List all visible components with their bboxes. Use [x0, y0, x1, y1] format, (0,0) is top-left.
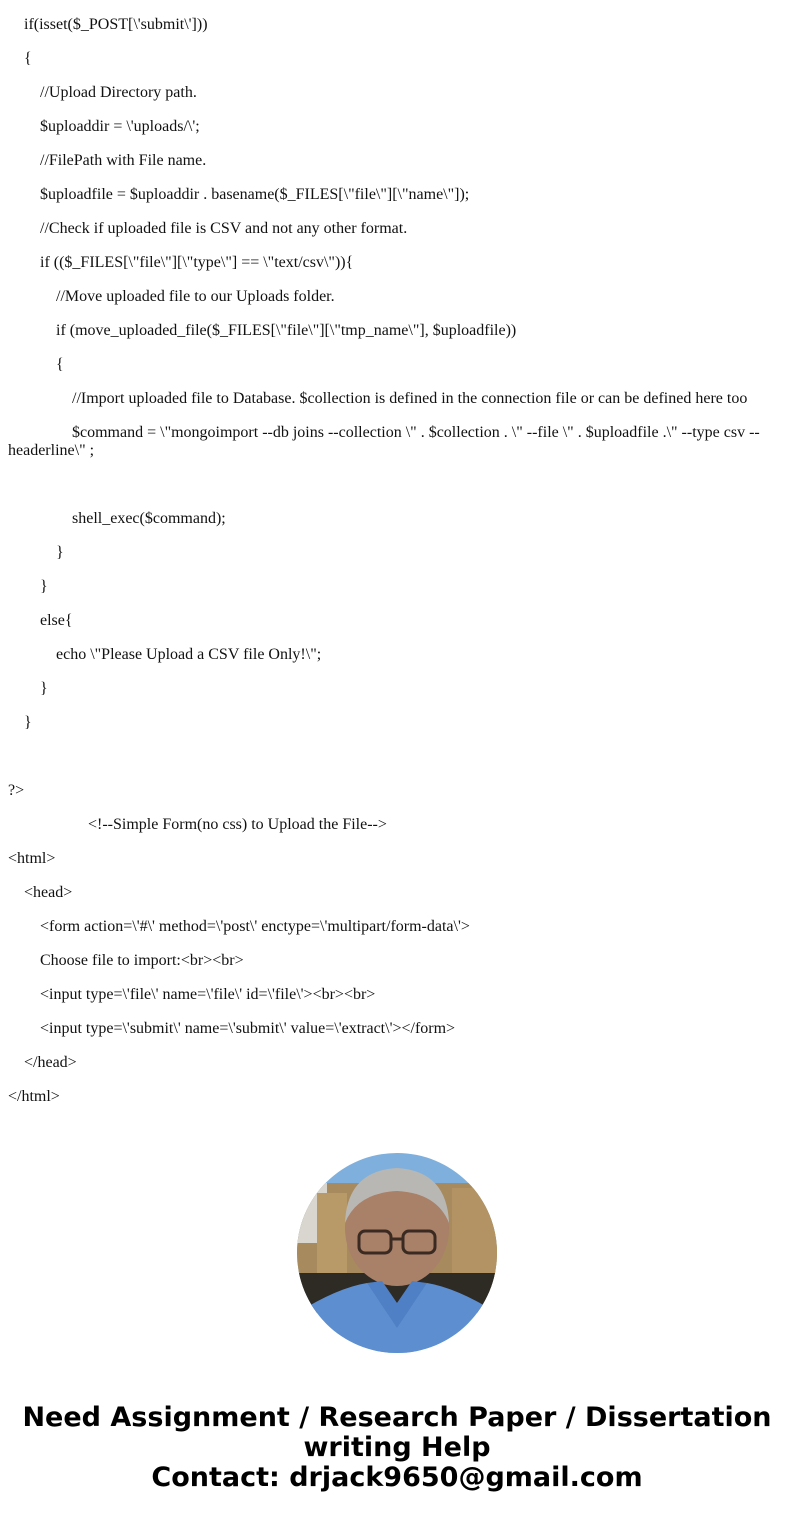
code-line: {	[8, 50, 32, 67]
cta-line-3: Contact: drjack9650@gmail.com	[151, 1462, 643, 1493]
code-line: }	[8, 714, 32, 731]
cta-line-1: Need Assignment / Research Paper / Dissertation	[22, 1402, 772, 1433]
code-line: else{	[8, 612, 73, 629]
code-line: echo \"Please Upload a CSV file Only!\";	[8, 646, 322, 663]
code-line: }	[8, 544, 64, 561]
code-line: if (($_FILES[\"file\"][\"type\"] == \"text/csv\")){	[8, 254, 354, 271]
code-line: }	[8, 578, 48, 595]
code-line: //FilePath with File name.	[8, 152, 207, 169]
code-line: </head>	[8, 1054, 77, 1071]
code-line: if (move_uploaded_file($_FILES[\"file\"][\"tmp_name\"], $uploadfile))	[8, 322, 517, 339]
code-line: </html>	[8, 1088, 60, 1105]
code-line: //Upload Directory path.	[8, 84, 197, 101]
code-line: <html>	[8, 850, 56, 867]
code-line: //Import uploaded file to Database. $collection is defined in the connection file or can be defined here too	[8, 390, 748, 407]
code-line: $uploaddir = \'uploads/\';	[8, 118, 200, 135]
code-line: {	[8, 356, 64, 373]
code-line: ?>	[8, 782, 25, 799]
code-line: $uploadfile = $uploaddir . basename($_FILES[\"file\"][\"name\"]);	[8, 186, 470, 203]
code-line: }	[8, 680, 48, 697]
code-line: <input type=\'file\' name=\'file\' id=\'file\'><br><br>	[8, 986, 376, 1003]
code-line: <input type=\'submit\' name=\'submit\' value=\'extract\'></form>	[8, 1020, 456, 1037]
code-line: shell_exec($command);	[8, 510, 226, 527]
cta-line-2: writing Help	[303, 1432, 491, 1463]
code-line: Choose file to import:<br><br>	[8, 952, 244, 969]
person-photo-icon	[297, 1153, 497, 1353]
code-line: <!--Simple Form(no css) to Upload the File-->	[8, 816, 387, 833]
contact-banner	[0, 1403, 794, 1493]
code-line: <head>	[8, 884, 73, 901]
code-line: <form action=\'#\' method=\'post\' enctype=\'multipart/form-data\'>	[8, 918, 470, 935]
author-avatar	[297, 1153, 497, 1353]
code-line: //Move uploaded file to our Uploads folder.	[8, 288, 335, 305]
code-line: if(isset($_POST[\'submit\']))	[8, 16, 208, 33]
code-line: $command = \"mongoimport --db joins --collection \" . $collection . \" --file \" . $uploadfile .\" --type csv --headerline\" ;	[8, 424, 760, 459]
code-line: //Check if uploaded file is CSV and not any other format.	[8, 220, 408, 237]
